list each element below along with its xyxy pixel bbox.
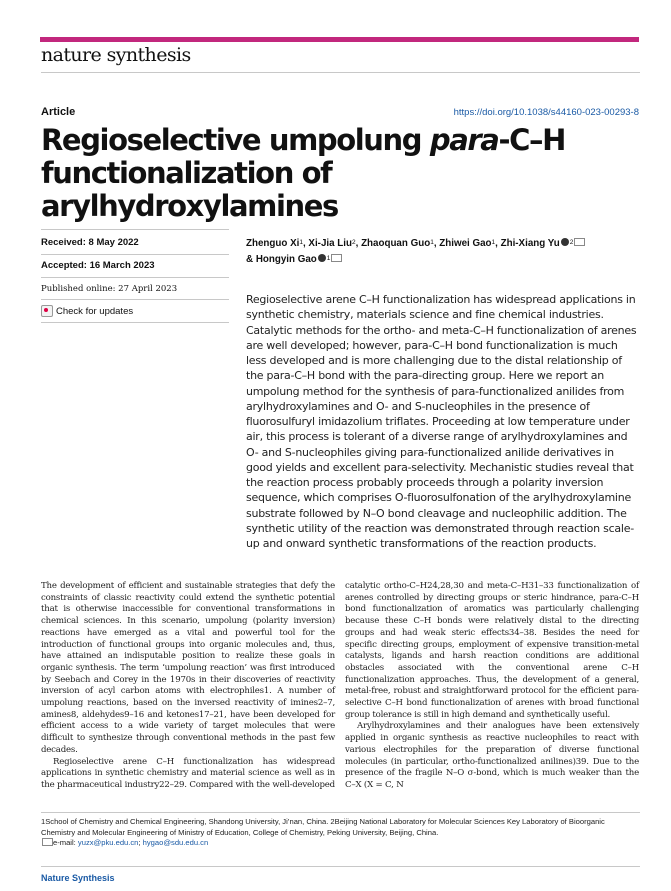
body-paragraph: catalytic ortho-C–H24,28,30 and meta-C–H31–33 functionalization of arenes controlled by directing groups or steric hindrance, para-C–H bond functionalization of aromatics was particularly challenging because these C–H bonds were relatively distal to the directing groups and had weak steric effects34–38. Besides the need for specific directing groups, employment of expensive transition-metal catalysts, ligands and harsh reaction conditions are additional obstacles associated with the conventional arene C–H functionalization approaches. Thus, the development of a general, metal-free, robust and straightforward protocol for the efficient para-selective C–H bond functionalization of arenes with broad functional group tolerance is still in high demand and synthetically useful. <box>345 581 639 720</box>
body-column-left <box>41 581 335 792</box>
email-label: e-mail: <box>53 838 76 847</box>
author-name[interactable]: Xi-Jia Liu <box>308 238 352 249</box>
check-updates-label: Check for updates <box>56 305 134 317</box>
meta-divider-top <box>41 229 229 230</box>
email-link[interactable]: hygao@sdu.edu.cn <box>142 838 209 847</box>
author-affil: 2 <box>569 239 574 246</box>
meta-divider-bottom <box>41 322 229 323</box>
crossmark-icon <box>41 305 53 317</box>
header-divider <box>41 72 640 73</box>
published-date: Published online: 27 April 2023 <box>41 284 178 294</box>
meta-divider <box>41 254 229 255</box>
affiliations: 1School of Chemistry and Chemical Engineering, Shandong University, Ji’nan, China. 2Beijing National Laboratory for Molecular Sciences Key Laboratory of Bioorganic Chemistry and Molecular Engineering of Ministry of Education, College of Chemistry, Peking University, Beijing, China. e-mail: yuzx@pku.edu.cn; hygao@sdu.edu.cn <box>41 817 605 847</box>
orcid-icon[interactable] <box>318 254 326 262</box>
accepted-date: Accepted: 16 March 2023 <box>41 260 155 271</box>
author-name[interactable]: Zhiwei Gao <box>439 238 492 249</box>
body-paragraph: Regioselective arene C–H functionalization has widespread applications in synthetic chemistry and material science as well as in the pharmaceutical industry22–29. Compared with the well-developed <box>41 756 335 790</box>
author-affil: 1 <box>299 239 303 246</box>
author-name[interactable]: Zhaoquan Guo <box>361 238 431 249</box>
author-affil: 1 <box>491 239 496 246</box>
footer-journal-name[interactable]: Nature Synthesis <box>41 873 115 883</box>
body-paragraph: The development of efficient and sustainable strategies that defy the constraints of classic reactivity could extend the synthetic potential that is otherwise inaccessible for conventional transformations in chemical sciences. In this scenario, umpolung (polarity inversion) reactions have emerged as a vital and powerful tool for the introduction of functional groups into organic molecules and, thus, have attained an indisputable position to realize these goals in organic synthesis. The term ‘umpolung reaction’ was first introduced by Seebach and Corey in the 1970s in their discoveries of reactivity inversion of acyl carbon atoms with electrophiles1. A number of umpolung reactions, based on the inversed reactivity of imines2–7, amines8, aldehydes9–16 and ketones17–21, have been developed for efficient access to a wide variety of target molecules that were difficult to synthesize through conventional methods in the past few decades. <box>41 581 335 755</box>
author-name[interactable]: Zhi-Xiang Yu <box>500 238 560 249</box>
article-title: Regioselective umpolung para-C–H functionalization of arylhydroxylamines <box>41 123 565 223</box>
journal-logo[interactable]: nature synthesis <box>41 44 191 66</box>
email-envelope-icon <box>42 838 53 846</box>
received-date: Received: 8 May 2022 <box>41 237 139 248</box>
check-updates-button[interactable] <box>41 305 133 317</box>
author-affil: 1 <box>326 255 331 262</box>
email-envelope-icon[interactable] <box>331 254 342 262</box>
meta-divider <box>41 277 229 278</box>
author-name[interactable]: Zhenguo Xi <box>246 238 300 249</box>
author-name[interactable]: Hongyin Gao <box>255 254 317 265</box>
author-affil: 2 <box>351 239 356 246</box>
email-link[interactable]: yuzx@pku.edu.cn <box>77 838 139 847</box>
meta-divider <box>41 299 229 300</box>
article-type-label: Article <box>41 106 76 118</box>
doi-link[interactable]: https://doi.org/10.1038/s44160-023-00293-8 <box>453 107 639 118</box>
footer-divider <box>41 866 640 867</box>
footnote-divider <box>41 812 640 813</box>
body-column-right <box>345 581 639 792</box>
abstract: Regioselective arene C–H functionalization has widespread applications in synthetic chemistry, materials science and fine chemical industries. Catalytic methods for the ortho- and meta-C–H functionalization of arenes are well developed; however, para-C–H bond functionalization is much less developed and is more challenging due to the distal relationship of the para-C–H bond with the para-directing group. Here we report an umpolung method for the synthesis of para-functionalized anilides from arylhydroxylamines and O- and S-nucleophiles in the presence of fluorosulfuryl imidazolium triflates. Proceeding at low temperature under air, this process is tolerant of a diverse range of arylhydroxylamines and O- and S-nucleophiles giving para-functionalized anilide derivatives in good yields and excellent para-selectivity. Mechanistic studies reveal that the reaction process probably proceeds through a polarity inversion sequence, which comprises O-fluorosulfonation of the arylhydroxylamine substrate followed by N–O bond cleavage and nucleophilic addition. The synthetic utility of the reaction was demonstrated through reaction scale-up and onward synthetic transformations of the reaction products. <box>246 293 637 550</box>
body-paragraph: Arylhydroxylamines and their analogues have been extensively applied in organic synthesis as reactive nucleophiles to react with various electrophiles for the preparation of diverse functional molecules (in particular, ortho-functionalized anilines)39. Due to the presence of the fragile N–O σ-bond, which is much weaker than the C–X (X = C, N <box>345 721 639 790</box>
email-envelope-icon[interactable] <box>574 238 585 246</box>
author-affil: 1 <box>430 239 434 246</box>
author-list: Zhenguo Xi$^1$, Xi-Jia Liu$^2$, Zhaoquan Guo$^1$, Zhiwei Gao$^1$, Zhi-Xiang Yu $^2$ & Hongyin Gao $^1$ <box>246 236 636 268</box>
orcid-icon[interactable] <box>561 238 569 246</box>
affiliation-text: 1School of Chemistry and Chemical Engineering, Shandong University, Ji’nan, China. 2Beijing National Laboratory for Molecular Sciences Key Laboratory of Bioorganic Chemistry and Molecular Engineering of Ministry of Education, College of Chemistry, Peking University, Beijing, China. <box>41 817 605 837</box>
journal-accent-bar <box>40 37 639 42</box>
